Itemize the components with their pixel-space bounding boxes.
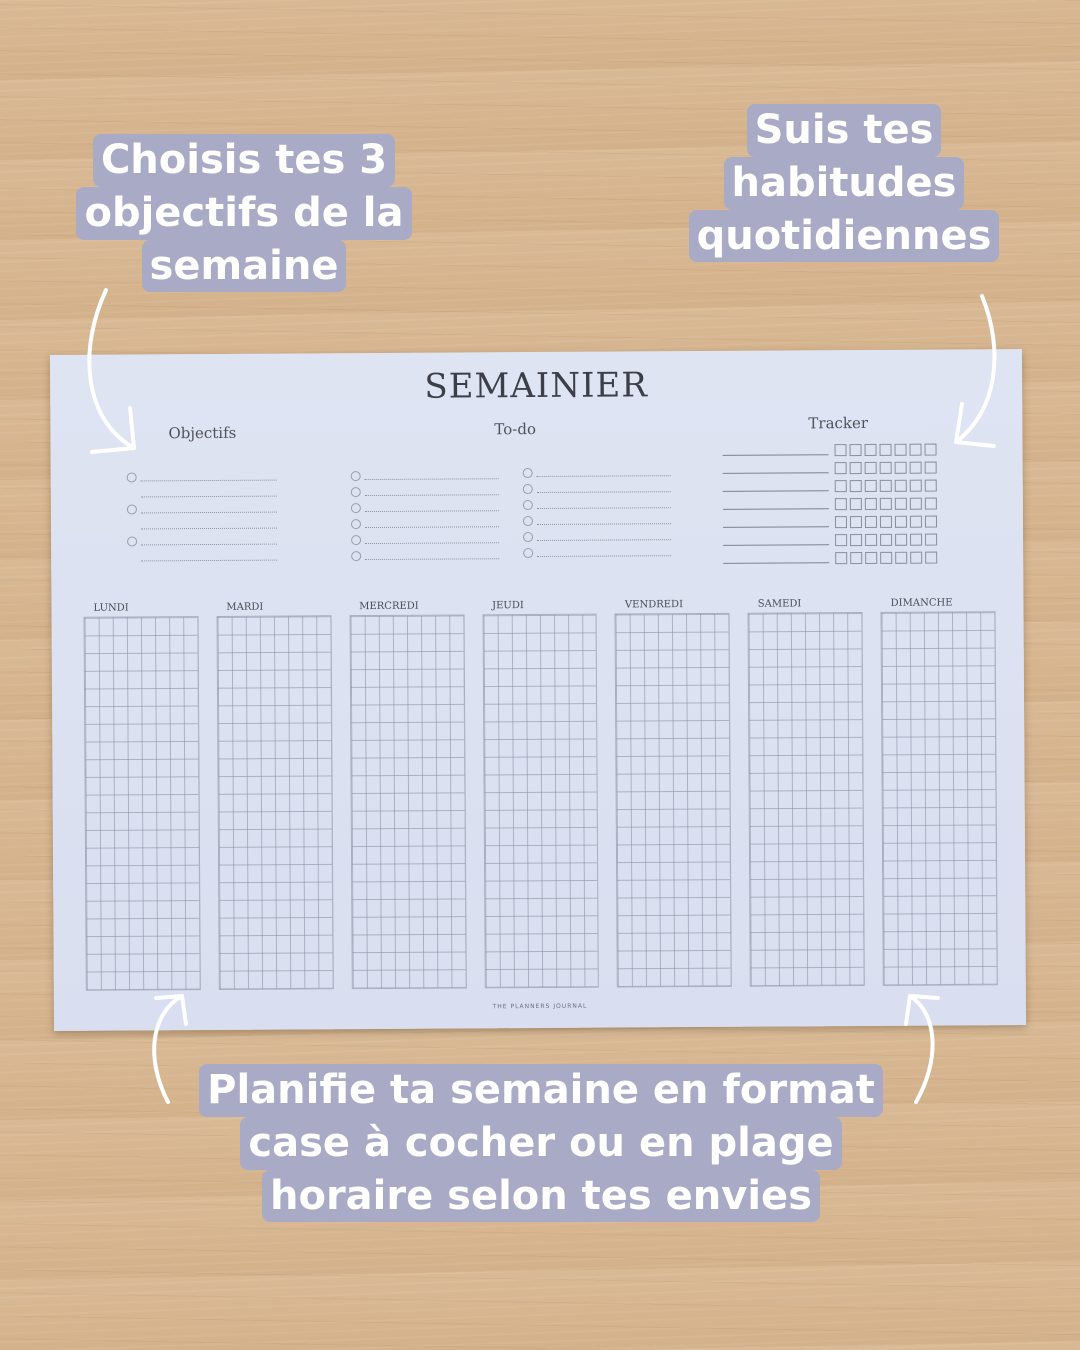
checkbox-circle-icon[interactable] <box>523 548 533 558</box>
tracker-row <box>723 550 943 569</box>
todo-item[interactable] <box>523 481 671 496</box>
habit-name-line <box>723 472 829 474</box>
tracker-checkbox[interactable] <box>865 534 877 546</box>
tracker-checkbox[interactable] <box>865 498 877 510</box>
day-grid[interactable] <box>84 616 201 991</box>
callout-planning-line-2: case à cocher ou en plage <box>240 1117 841 1170</box>
tracker-checkbox[interactable] <box>835 516 847 528</box>
callout-goals-line-3: semaine <box>142 240 347 293</box>
day-name: DIMANCHE <box>890 597 953 609</box>
tracker-checkbox[interactable] <box>925 498 937 510</box>
tracker-checkbox[interactable] <box>895 516 907 528</box>
tracker-checkbox[interactable] <box>895 480 907 492</box>
habit-name-line <box>723 544 829 546</box>
checkbox-circle-icon[interactable] <box>351 551 361 561</box>
writing-line <box>141 528 277 530</box>
tracker-checkbox[interactable] <box>910 534 922 546</box>
day-column <box>83 602 200 993</box>
callout-planning <box>186 1064 896 1222</box>
tracker-label: Tracker <box>808 413 869 433</box>
writing-line <box>141 480 277 482</box>
tracker-boxes <box>835 444 937 457</box>
tracker-boxes <box>835 462 937 475</box>
checkbox-circle-icon[interactable] <box>351 519 361 529</box>
tracker-checkbox[interactable] <box>925 462 937 474</box>
checkbox-circle-icon[interactable] <box>127 536 137 546</box>
tracker-boxes <box>835 552 937 565</box>
todo-label: To-do <box>494 420 537 439</box>
habit-name-line <box>723 562 829 564</box>
checkbox-circle-icon[interactable] <box>351 503 361 513</box>
planner-sheet <box>50 349 1026 1031</box>
tracker-checkbox[interactable] <box>865 480 877 492</box>
todo-item[interactable] <box>351 548 499 563</box>
objective-item[interactable] <box>127 470 277 485</box>
day-name: JEUDI <box>492 600 524 612</box>
todo-item[interactable] <box>523 513 671 528</box>
todo-item[interactable] <box>523 497 671 512</box>
tracker-checkbox[interactable] <box>865 462 877 474</box>
callout-habits-line-1: Suis tes <box>747 104 942 157</box>
tracker-checkbox[interactable] <box>865 444 877 456</box>
tracker-boxes <box>835 516 937 529</box>
tracker-checkbox[interactable] <box>910 552 922 564</box>
writing-line <box>141 544 277 546</box>
writing-line <box>365 558 499 560</box>
callout-habits-line-2: habitudes <box>724 157 965 210</box>
writing-line <box>537 555 671 557</box>
writing-line <box>365 542 499 544</box>
tracker-checkbox[interactable] <box>910 462 922 474</box>
callout-planning-line-1: Planifie ta semaine en format <box>199 1064 883 1117</box>
tracker-row <box>723 460 943 479</box>
tracker-boxes <box>835 534 937 547</box>
callout-habits <box>684 104 1004 262</box>
writing-line <box>365 494 499 496</box>
objectives-list <box>50 349 1022 355</box>
day-name: MERCREDI <box>359 600 419 613</box>
habit-name-line <box>723 454 829 456</box>
checkbox-circle-icon[interactable] <box>127 504 137 514</box>
todo-item[interactable] <box>351 484 499 499</box>
day-column <box>216 601 333 992</box>
writing-line <box>537 475 671 477</box>
footer-brand: THE PLANNERS JOURNAL <box>492 1002 588 1011</box>
callout-goals <box>76 134 412 292</box>
checkbox-circle-icon[interactable] <box>351 487 361 497</box>
tracker-checkbox[interactable] <box>880 480 892 492</box>
day-name: LUNDI <box>93 602 129 614</box>
day-name: VENDREDI <box>624 599 684 611</box>
tracker-checkbox[interactable] <box>850 462 862 474</box>
checkbox-circle-icon[interactable] <box>523 484 533 494</box>
writing-line <box>141 496 277 498</box>
todo-list-left <box>351 468 500 565</box>
objective-line <box>141 550 277 565</box>
callout-planning-line-3: horaire selon tes envies <box>262 1170 820 1223</box>
tracker-checkbox[interactable] <box>925 534 937 546</box>
tracker-checkbox[interactable] <box>850 552 862 564</box>
tracker-checkbox[interactable] <box>925 480 937 492</box>
tracker-checkbox[interactable] <box>880 534 892 546</box>
writing-line <box>537 539 671 541</box>
objective-line <box>141 518 277 533</box>
tracker-checkbox[interactable] <box>895 498 907 510</box>
day-column <box>881 597 998 988</box>
day-column <box>349 600 466 991</box>
checkbox-circle-icon[interactable] <box>351 535 361 545</box>
tracker-checkbox[interactable] <box>835 462 847 474</box>
todo-item[interactable] <box>351 500 499 515</box>
writing-line <box>365 526 499 528</box>
week-days <box>83 597 997 993</box>
tracker-checkbox[interactable] <box>865 552 877 564</box>
checkbox-circle-icon[interactable] <box>351 471 361 481</box>
tracker-checkbox[interactable] <box>880 552 892 564</box>
callout-habits-line-3: quotidiennes <box>689 210 1000 263</box>
todo-item[interactable] <box>351 468 499 483</box>
tracker-checkbox[interactable] <box>850 444 862 456</box>
tracker-checkbox[interactable] <box>895 462 907 474</box>
tracker-checkbox[interactable] <box>925 516 937 528</box>
writing-line <box>537 491 671 493</box>
checkbox-circle-icon[interactable] <box>523 468 533 478</box>
day-grid[interactable] <box>615 613 732 988</box>
habit-tracker <box>722 442 943 569</box>
habit-name-line <box>723 526 829 528</box>
tracker-checkbox[interactable] <box>880 516 892 528</box>
tracker-checkbox[interactable] <box>895 552 907 564</box>
todo-item[interactable] <box>523 545 671 560</box>
objective-item[interactable] <box>127 502 277 517</box>
callout-goals-line-1: Choisis tes 3 <box>93 134 395 187</box>
writing-line <box>141 560 277 562</box>
tracker-checkbox[interactable] <box>910 498 922 510</box>
tracker-checkbox[interactable] <box>850 534 862 546</box>
objectives-label: Objectifs <box>168 423 237 443</box>
day-grid[interactable] <box>349 614 466 989</box>
tracker-boxes <box>835 480 937 493</box>
tracker-row <box>722 442 942 461</box>
tracker-checkbox[interactable] <box>895 534 907 546</box>
objective-line <box>141 486 277 501</box>
todo-item[interactable] <box>351 516 499 531</box>
tracker-checkbox[interactable] <box>835 480 847 492</box>
tracker-boxes <box>835 498 937 511</box>
habit-name-line <box>723 490 829 492</box>
tracker-checkbox[interactable] <box>865 516 877 528</box>
day-name: MARDI <box>226 601 264 613</box>
writing-line <box>365 510 499 512</box>
todo-list-right <box>523 465 672 562</box>
day-grid[interactable] <box>748 612 865 987</box>
habit-name-line <box>723 508 829 510</box>
tracker-checkbox[interactable] <box>835 534 847 546</box>
tracker-checkbox[interactable] <box>880 498 892 510</box>
tracker-checkbox[interactable] <box>850 480 862 492</box>
tracker-checkbox[interactable] <box>910 480 922 492</box>
tracker-checkbox[interactable] <box>895 444 907 456</box>
tracker-checkbox[interactable] <box>880 462 892 474</box>
tracker-checkbox[interactable] <box>910 444 922 456</box>
tracker-checkbox[interactable] <box>925 444 937 456</box>
writing-line <box>537 523 671 525</box>
writing-line <box>141 512 277 514</box>
tracker-checkbox[interactable] <box>910 516 922 528</box>
todo-item[interactable] <box>523 529 671 544</box>
tracker-checkbox[interactable] <box>835 552 847 564</box>
checkbox-circle-icon[interactable] <box>523 532 533 542</box>
callout-goals-line-2: objectifs de la <box>76 187 411 240</box>
tracker-row <box>723 532 943 551</box>
day-name: SAMEDI <box>757 598 802 610</box>
day-grid[interactable] <box>482 614 599 989</box>
day-grid[interactable] <box>881 611 998 986</box>
day-column <box>482 600 599 991</box>
checkbox-circle-icon[interactable] <box>523 516 533 526</box>
tracker-checkbox[interactable] <box>925 552 937 564</box>
checkbox-circle-icon[interactable] <box>523 500 533 510</box>
tracker-checkbox[interactable] <box>835 444 847 456</box>
checkbox-circle-icon[interactable] <box>127 472 137 482</box>
writing-line <box>365 478 499 480</box>
tracker-checkbox[interactable] <box>835 498 847 510</box>
day-grid[interactable] <box>216 615 333 990</box>
tracker-row <box>723 478 943 497</box>
todo-item[interactable] <box>351 532 499 547</box>
sheet-title: SEMAINIER <box>424 365 649 407</box>
tracker-checkbox[interactable] <box>880 444 892 456</box>
writing-line <box>537 507 671 509</box>
tracker-checkbox[interactable] <box>850 516 862 528</box>
tracker-row <box>723 496 943 515</box>
day-column <box>748 598 865 989</box>
tracker-checkbox[interactable] <box>850 498 862 510</box>
todo-item[interactable] <box>523 465 671 480</box>
objective-item[interactable] <box>127 534 277 549</box>
tracker-row <box>723 514 943 533</box>
day-column <box>615 599 732 990</box>
